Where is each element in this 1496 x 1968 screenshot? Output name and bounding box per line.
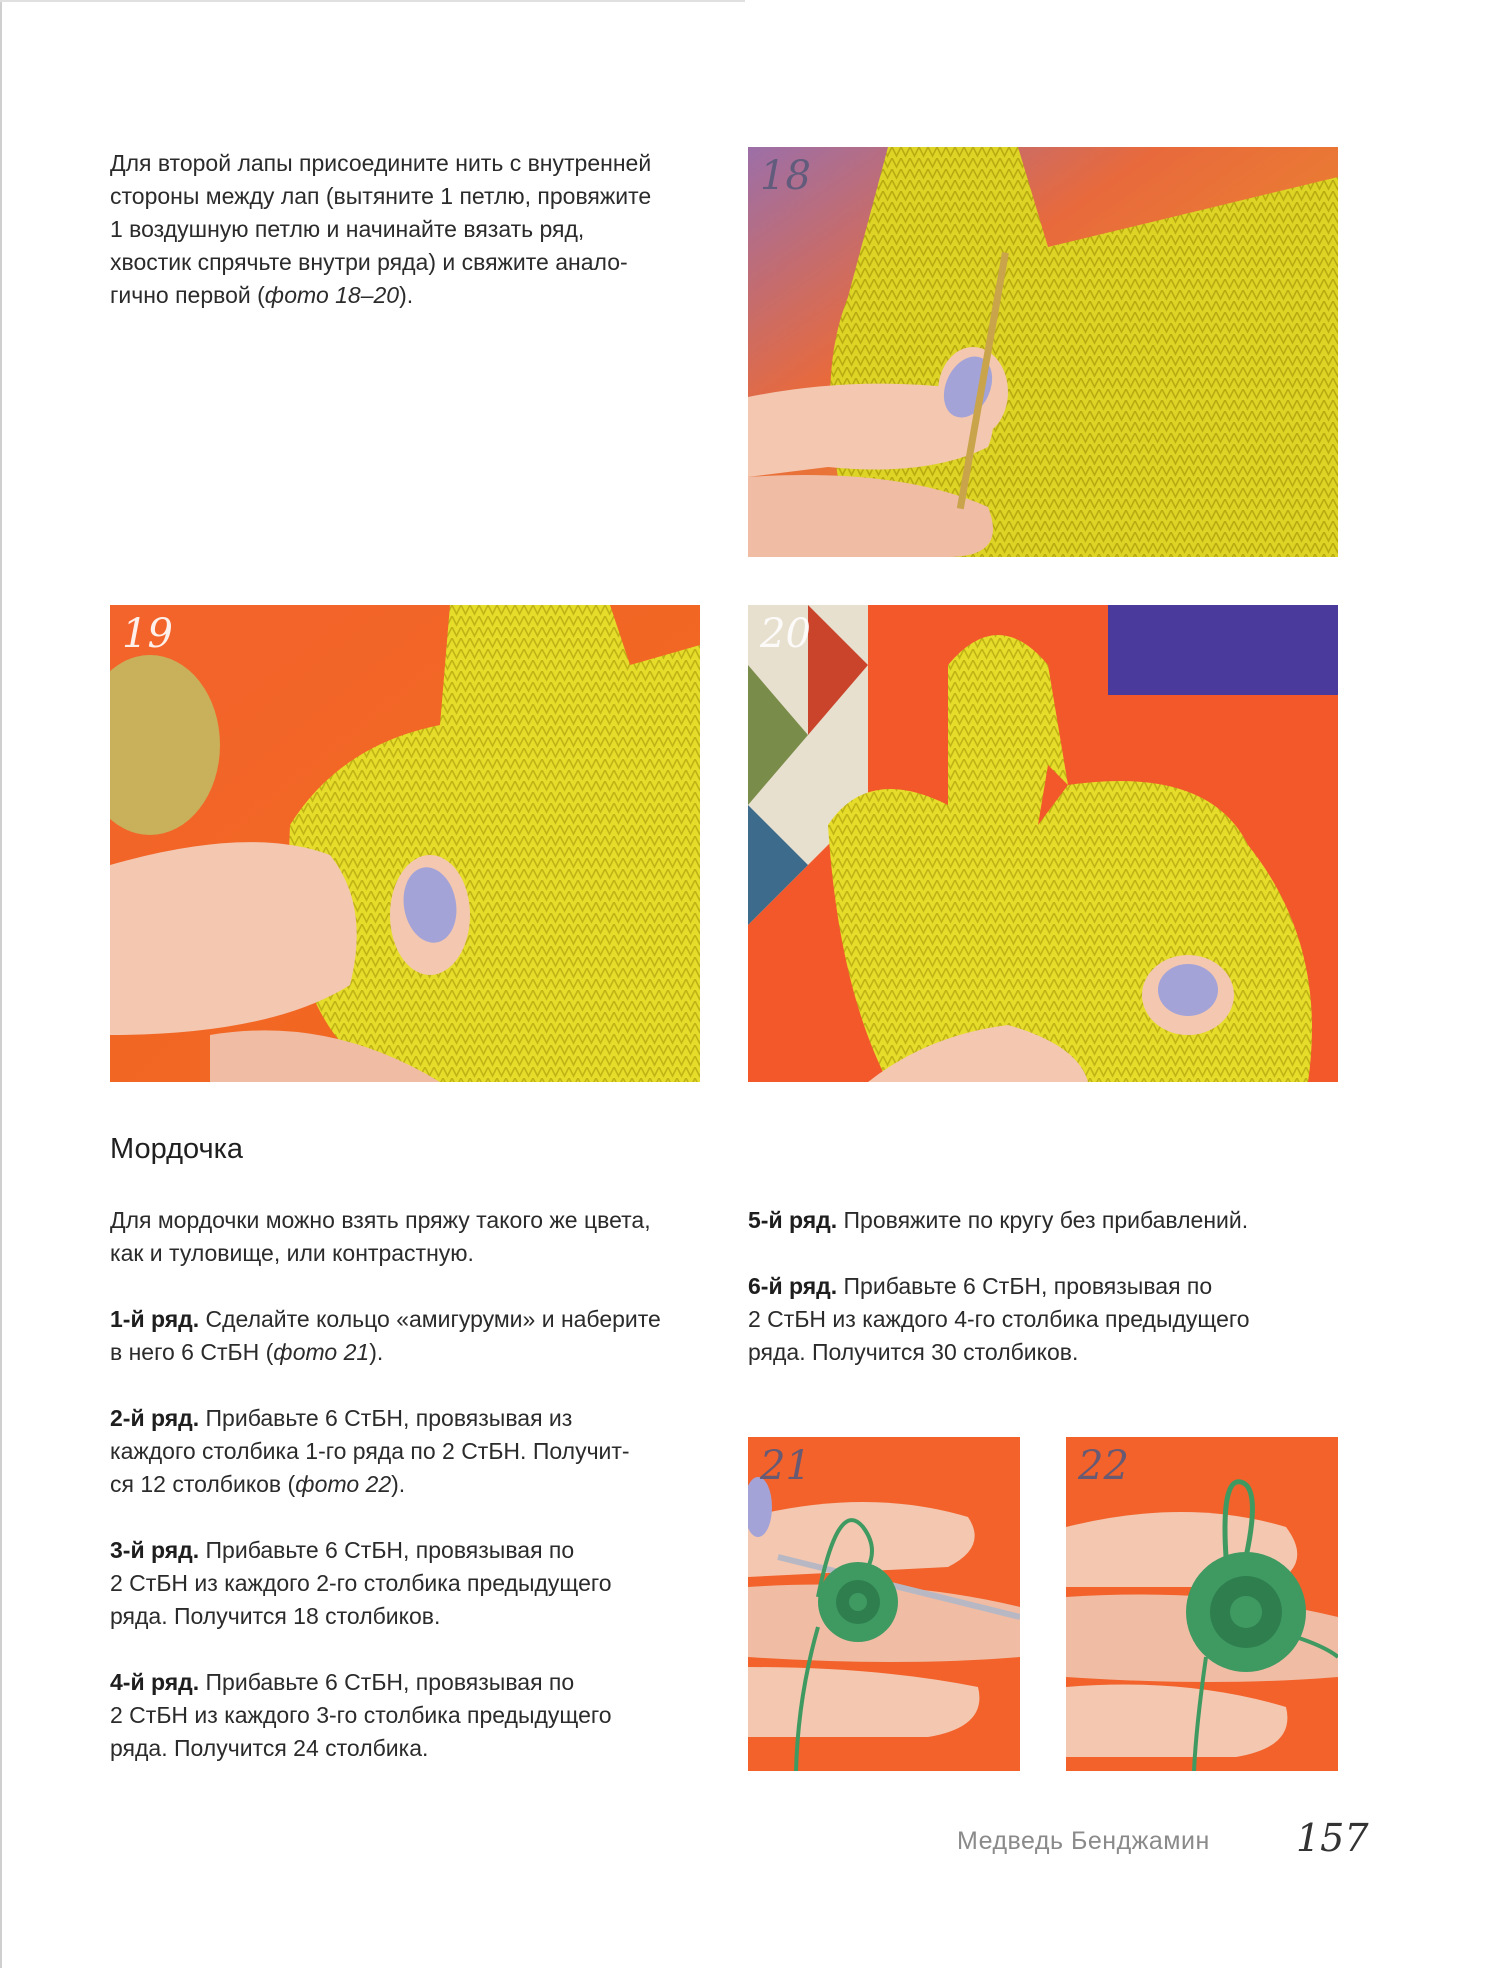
- row-text: Прибавьте 6 СтБН, провязывая из: [199, 1405, 573, 1431]
- section-heading: Мордочка: [110, 1133, 244, 1165]
- intro-line: стороны между лап (вытяните 1 петлю, провяжите: [110, 183, 652, 209]
- photo-number-18: 18: [760, 153, 811, 199]
- intro-line-text: гично первой (: [110, 282, 265, 308]
- intro-line: [110, 279, 710, 312]
- muzzle-intro: [110, 1204, 720, 1270]
- text-line: [110, 1402, 720, 1435]
- photo-19: [110, 605, 700, 1082]
- row-text: Прибавьте 6 СтБН, провязывая по: [199, 1537, 575, 1563]
- page-edge-left: [0, 0, 2, 1968]
- photo-21: [748, 1437, 1020, 1771]
- photo-reference: фото 21: [273, 1339, 370, 1365]
- right-column: [748, 1204, 1348, 1402]
- row-text: ).: [369, 1339, 384, 1365]
- text-line: ряда. Получится 24 столбика.: [110, 1735, 429, 1761]
- photo-number-19: 19: [122, 611, 173, 657]
- text-line: каждого столбика 1-го ряда по 2 СтБН. Получит-: [110, 1438, 630, 1464]
- photo-18: [748, 147, 1338, 557]
- text-line: 2 СтБН из каждого 4-го столбика предыдущего: [748, 1306, 1250, 1332]
- photo-20-image: [748, 605, 1338, 1082]
- row-label: 2-й ряд.: [110, 1405, 200, 1431]
- text-line: [110, 1468, 720, 1501]
- text-line: [110, 1666, 720, 1699]
- left-column: [110, 1204, 720, 1798]
- row-instruction-2: [110, 1402, 720, 1501]
- footer-title: Медведь Бенджамин: [957, 1827, 1210, 1855]
- row-instruction-3: [110, 1534, 720, 1633]
- intro-line: 1 воздушную петлю и начинайте вязать ряд,: [110, 216, 585, 242]
- text-line: [748, 1270, 1348, 1303]
- text-line: ряда. Получится 18 столбиков.: [110, 1603, 441, 1629]
- intro-line: хвостик спрячьте внутри ряда) и свяжите анало-: [110, 249, 628, 275]
- text-line: 2 СтБН из каждого 3-го столбика предыдущего: [110, 1702, 612, 1728]
- photo-reference: фото 18–20: [264, 282, 400, 308]
- text-line: [748, 1204, 1348, 1237]
- text-line: [110, 1336, 720, 1369]
- row-instruction-1: [110, 1303, 720, 1369]
- text-line: ряда. Получится 30 столбиков.: [748, 1339, 1079, 1365]
- row-text: ).: [391, 1471, 406, 1497]
- intro-line: Для второй лапы присоедините нить с внутренней: [110, 150, 652, 176]
- row-instruction-4: [110, 1666, 720, 1765]
- intro-line-tail: ).: [399, 282, 414, 308]
- photo-number-21: 21: [760, 1443, 811, 1489]
- text-line: как и туловище, или контрастную.: [110, 1240, 474, 1266]
- row-label: 6-й ряд.: [748, 1273, 838, 1299]
- row-text: в него 6 СтБН (: [110, 1339, 274, 1365]
- row-text: Прибавьте 6 СтБН, провязывая по: [837, 1273, 1213, 1299]
- text-line: Для мордочки можно взять пряжу такого же цвета,: [110, 1207, 651, 1233]
- intro-paragraph: [110, 147, 710, 312]
- text-line: [110, 1534, 720, 1567]
- page-edge-top: [0, 0, 745, 2]
- row-instruction-6: [748, 1270, 1348, 1369]
- row-text: ся 12 столбиков (: [110, 1471, 296, 1497]
- photo-22: [1066, 1437, 1338, 1771]
- photo-18-image: [748, 147, 1338, 557]
- row-text: Прибавьте 6 СтБН, провязывая по: [199, 1669, 575, 1695]
- row-label: 5-й ряд.: [748, 1207, 838, 1233]
- photo-reference: фото 22: [295, 1471, 392, 1497]
- text-line: 2 СтБН из каждого 2-го столбика предыдущего: [110, 1570, 612, 1596]
- row-instruction-5: [748, 1204, 1348, 1237]
- row-label: 1-й ряд.: [110, 1306, 200, 1332]
- photo-number-20: 20: [760, 611, 811, 657]
- row-text: Сделайте кольцо «амигуруми» и наберите: [199, 1306, 661, 1332]
- row-text: Провяжите по кругу без прибавлений.: [837, 1207, 1249, 1233]
- photo-20: [748, 605, 1338, 1082]
- row-label: 3-й ряд.: [110, 1537, 200, 1563]
- photo-19-image: [110, 605, 700, 1082]
- row-label: 4-й ряд.: [110, 1669, 200, 1695]
- text-line: [110, 1303, 720, 1336]
- photo-number-22: 22: [1078, 1443, 1129, 1489]
- page-number: 157: [1296, 1816, 1369, 1860]
